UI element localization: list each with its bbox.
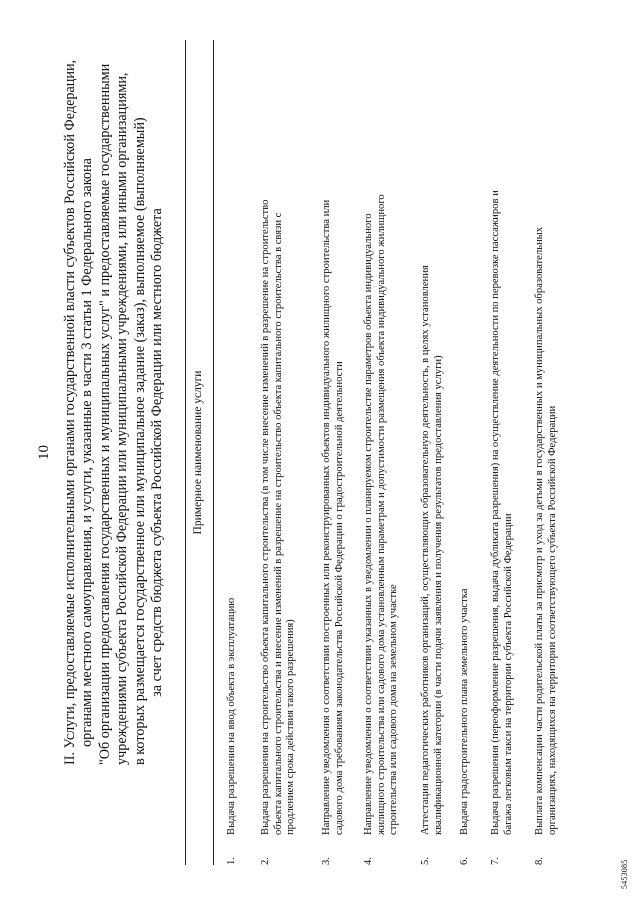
section-title-line: "Об организации предоставления государственных и муниципальных услуг" и предоставляемые государственными xyxy=(96,63,113,765)
section-title-line: органами местного самоуправления, и услуги, указанные в части 3 статьи 1 Федерального закона xyxy=(79,158,96,747)
row-text xyxy=(260,199,298,835)
table-top-rule xyxy=(185,40,186,865)
section-title-line: учреждениями субъекта Российской Федерации или муниципальными учреждениями, или иными организациями, xyxy=(114,72,131,765)
row-text-line: организациях, находящихся на территории соответствующего субъекта Российской Федерации xyxy=(546,405,558,835)
table-header-rule xyxy=(213,40,214,865)
section-title-line: за счет средств бюджета субъекта Российской Федерации или местного бюджета xyxy=(149,208,166,697)
row-text xyxy=(459,220,472,835)
row-text-line: багажа легковым такси на территории субъекта Российской Федерации xyxy=(502,513,514,835)
document-code: 5453085 xyxy=(620,859,629,889)
section-title-line: в которых размещается государственное или муниципальное задание (заказ), выполняемое (выполняемый) xyxy=(131,117,148,765)
page-number: 10 xyxy=(36,445,52,460)
row-number: 8. xyxy=(534,857,545,865)
row-text-line: Выдача разрешения на ввод объекта в эксплуатацию xyxy=(226,597,237,835)
row-text-line: Направление уведомления о соответствии указанных в уведомлении о планируемом строительстве параметров объекта индивидуального xyxy=(363,213,374,835)
row-text-line: Выплата компенсации части родительской платы за присмотр и уход за детьми в государственных и муниципальных образовательных xyxy=(534,226,545,835)
row-text-line: продлением срока действия такого разрешения) xyxy=(285,619,297,835)
row-text-line: объекта капитального строительства и внесение изменений в разрешение на строительство объекта капитального строительства в связи с xyxy=(272,212,284,835)
row-text-line: садового дома требованиям законодательства Российской Федерации о градостроительной деятельности xyxy=(333,361,345,835)
row-text-line: Выдача разрешения (переоформление разрешения, выдача дубликата разрешения) на осуществление деятельности по перевозке пассажиров и xyxy=(490,190,501,835)
section-title xyxy=(62,59,166,765)
section-title-line: II. Услуги, предоставляемые исполнительными органами государственной власти субъектов Российской Федерации, xyxy=(62,59,78,765)
row-number: 6. xyxy=(459,857,470,865)
table-header: Примерное наименование услуги xyxy=(192,370,204,535)
row-text xyxy=(490,190,515,835)
row-text xyxy=(321,199,346,835)
row-text xyxy=(226,220,239,835)
row-number: 5. xyxy=(420,857,431,865)
row-text xyxy=(363,194,401,835)
row-text-line: жилищного строительства или садового дома установленным параметрам и допустимости размещения объекта индивидуального жилищного xyxy=(375,194,387,835)
row-text-line: Выдача разрешения на строительство объекта капитального строительства (в том числе внесение изменений в разрешение на строительство xyxy=(260,199,271,835)
row-number: 7. xyxy=(490,857,501,865)
row-text xyxy=(534,220,559,835)
row-text xyxy=(420,220,445,835)
row-number: 1. xyxy=(226,857,237,865)
row-text-line: квалификационной категории (в части подачи заявления и получения результатов предоставления услуги) xyxy=(432,355,444,835)
row-text-line: Направление уведомления о соответствии построенных или реконструированных объектов индивидуального жилищного строительства или xyxy=(321,199,332,835)
row-number: 2. xyxy=(260,857,271,865)
row-text-line: Выдача градостроительного плана земельного участка xyxy=(459,588,470,835)
row-number: 3. xyxy=(321,857,332,865)
row-text-line: Аттестация педагогических работников организаций, осуществляющих образовательную деятельность, в целях установления xyxy=(420,265,431,835)
row-text-line: строительства или садового дома на земельном участке xyxy=(388,584,400,835)
row-number: 4. xyxy=(363,857,374,865)
